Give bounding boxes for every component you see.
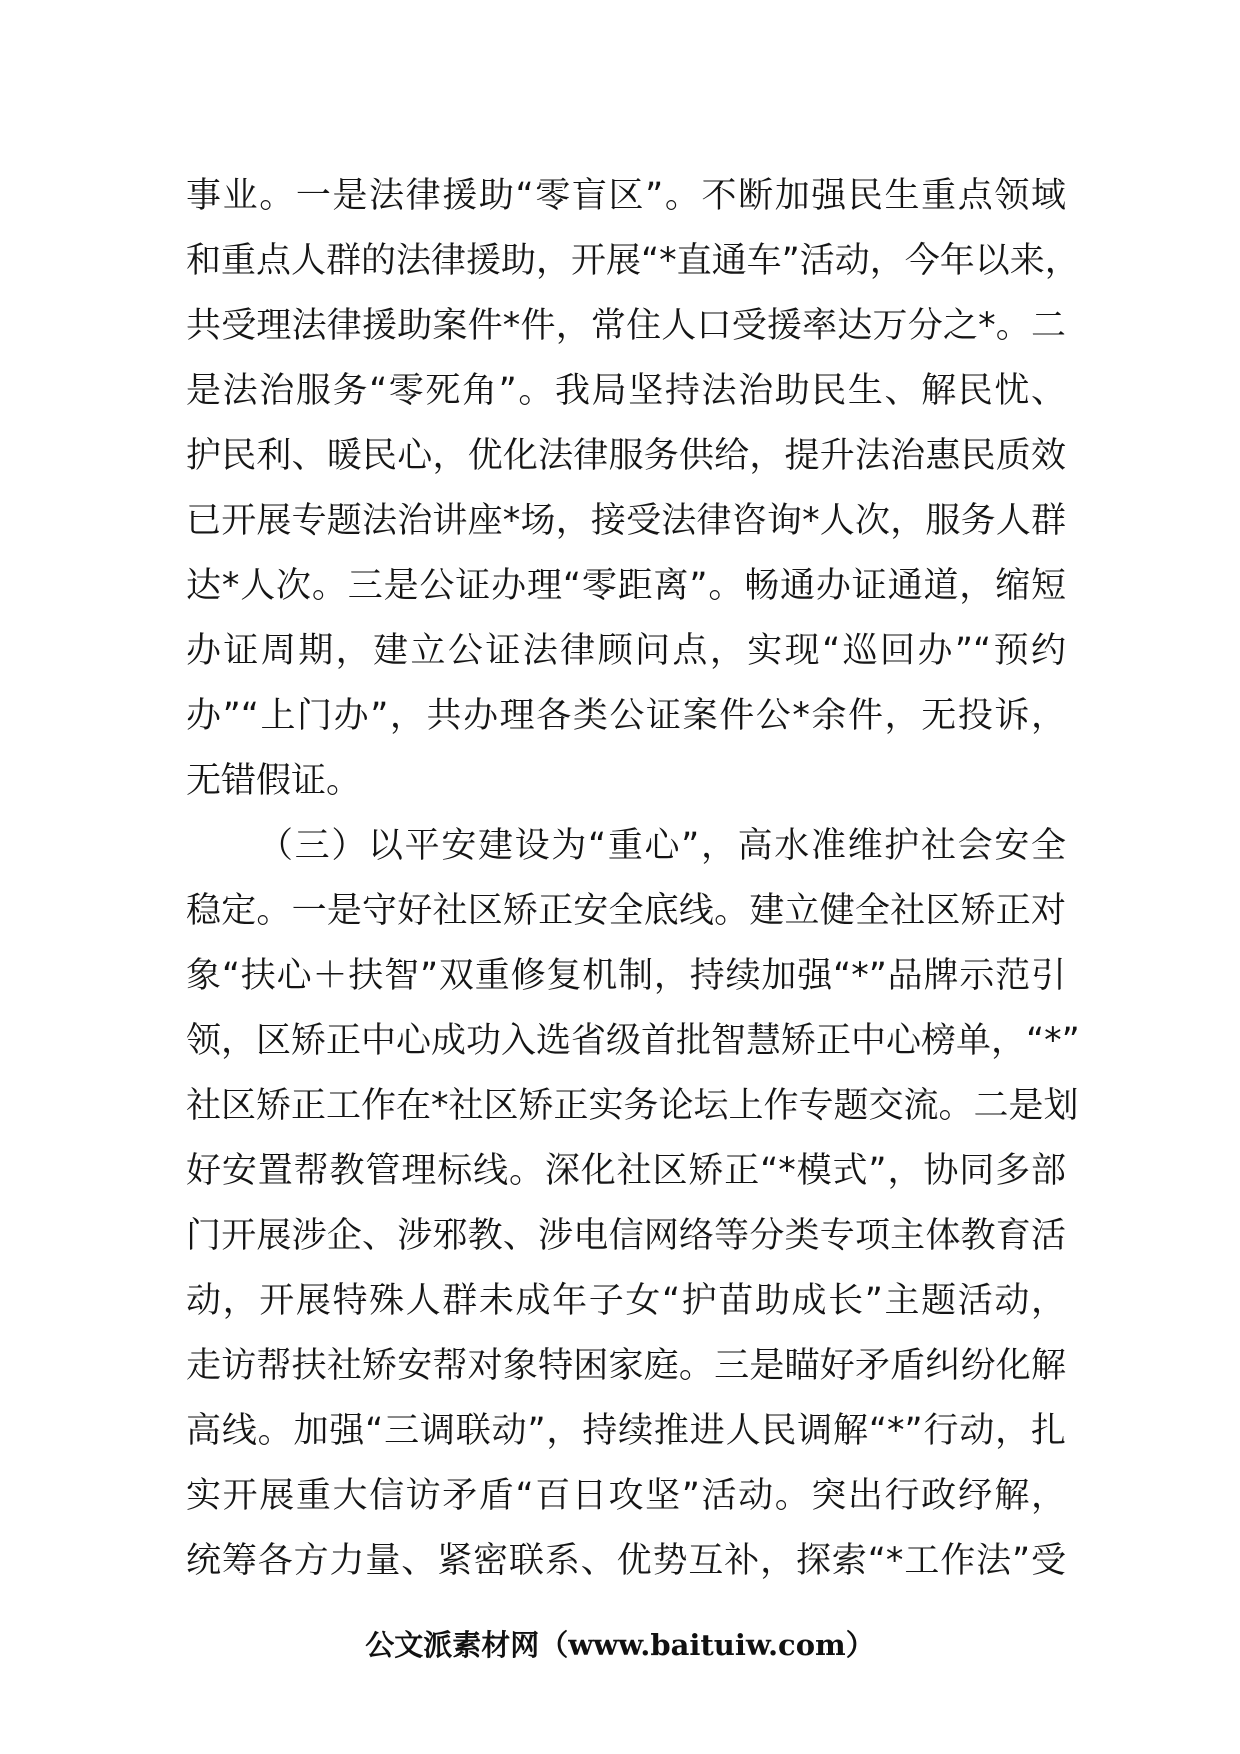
body-line: 办”“上门办”，共办理各类公证案件公*余件，无投诉， <box>186 696 1066 736</box>
body-line: 达*人次。三是公证办理“零距离”。畅通办证通道，缩短 <box>186 566 1066 606</box>
body-line: 共受理法律援助案件*件，常住人口受援率达万分之*。二 <box>186 306 1066 346</box>
body-line: 护民利、暖民心，优化法律服务供给，提升法治惠民质效 <box>186 436 1066 476</box>
section-heading-line: （三）以平安建设为“重心”，高水准维护社会安全 <box>258 826 1066 866</box>
body-line: 稳定。一是守好社区矫正安全底线。建立健全社区矫正对 <box>186 891 1066 931</box>
body-line: 领，区矫正中心成功入选省级首批智慧矫正中心榜单，“*” <box>186 1021 1080 1061</box>
document-body <box>186 164 1080 1594</box>
body-line: 动，开展特殊人群未成年子女“护苗助成长”主题活动， <box>186 1281 1066 1321</box>
body-line: 已开展专题法治讲座*场，接受法律咨询*人次，服务人群 <box>186 501 1066 541</box>
body-line: 高线。加强“三调联动”，持续推进人民调解“*”行动，扎 <box>186 1411 1066 1451</box>
body-line: 社区矫正工作在*社区矫正实务论坛上作专题交流。二是划 <box>186 1086 1079 1126</box>
footer-watermark: 公文派素材网（www.baituiw.com） <box>365 1628 875 1662</box>
body-line: 统筹各方力量、紧密联系、优势互补，探索“*工作法”受 <box>186 1541 1066 1581</box>
body-line: 无错假证。 <box>186 761 362 801</box>
body-line: 实开展重大信访矛盾“百日攻坚”活动。突出行政纾解， <box>186 1476 1066 1516</box>
body-line: 门开展涉企、涉邪教、涉电信网络等分类专项主体教育活 <box>186 1216 1066 1256</box>
body-line: 办证周期，建立公证法律顾问点，实现“巡回办”“预约 <box>186 631 1066 671</box>
body-line: 好安置帮教管理标线。深化社区矫正“*模式”，协同多部 <box>186 1151 1066 1191</box>
body-line: 事业。一是法律援助“零盲区”。不断加强民生重点领域 <box>186 176 1066 216</box>
body-line: 象“扶心＋扶智”双重修复机制，持续加强“*”品牌示范引 <box>186 956 1066 996</box>
body-line: 和重点人群的法律援助，开展“*直通车”活动，今年以来， <box>186 241 1080 281</box>
body-line: 是法治服务“零死角”。我局坚持法治助民生、解民忧、 <box>186 371 1066 411</box>
body-line: 走访帮扶社矫安帮对象特困家庭。三是瞄好矛盾纠纷化解 <box>186 1346 1066 1386</box>
